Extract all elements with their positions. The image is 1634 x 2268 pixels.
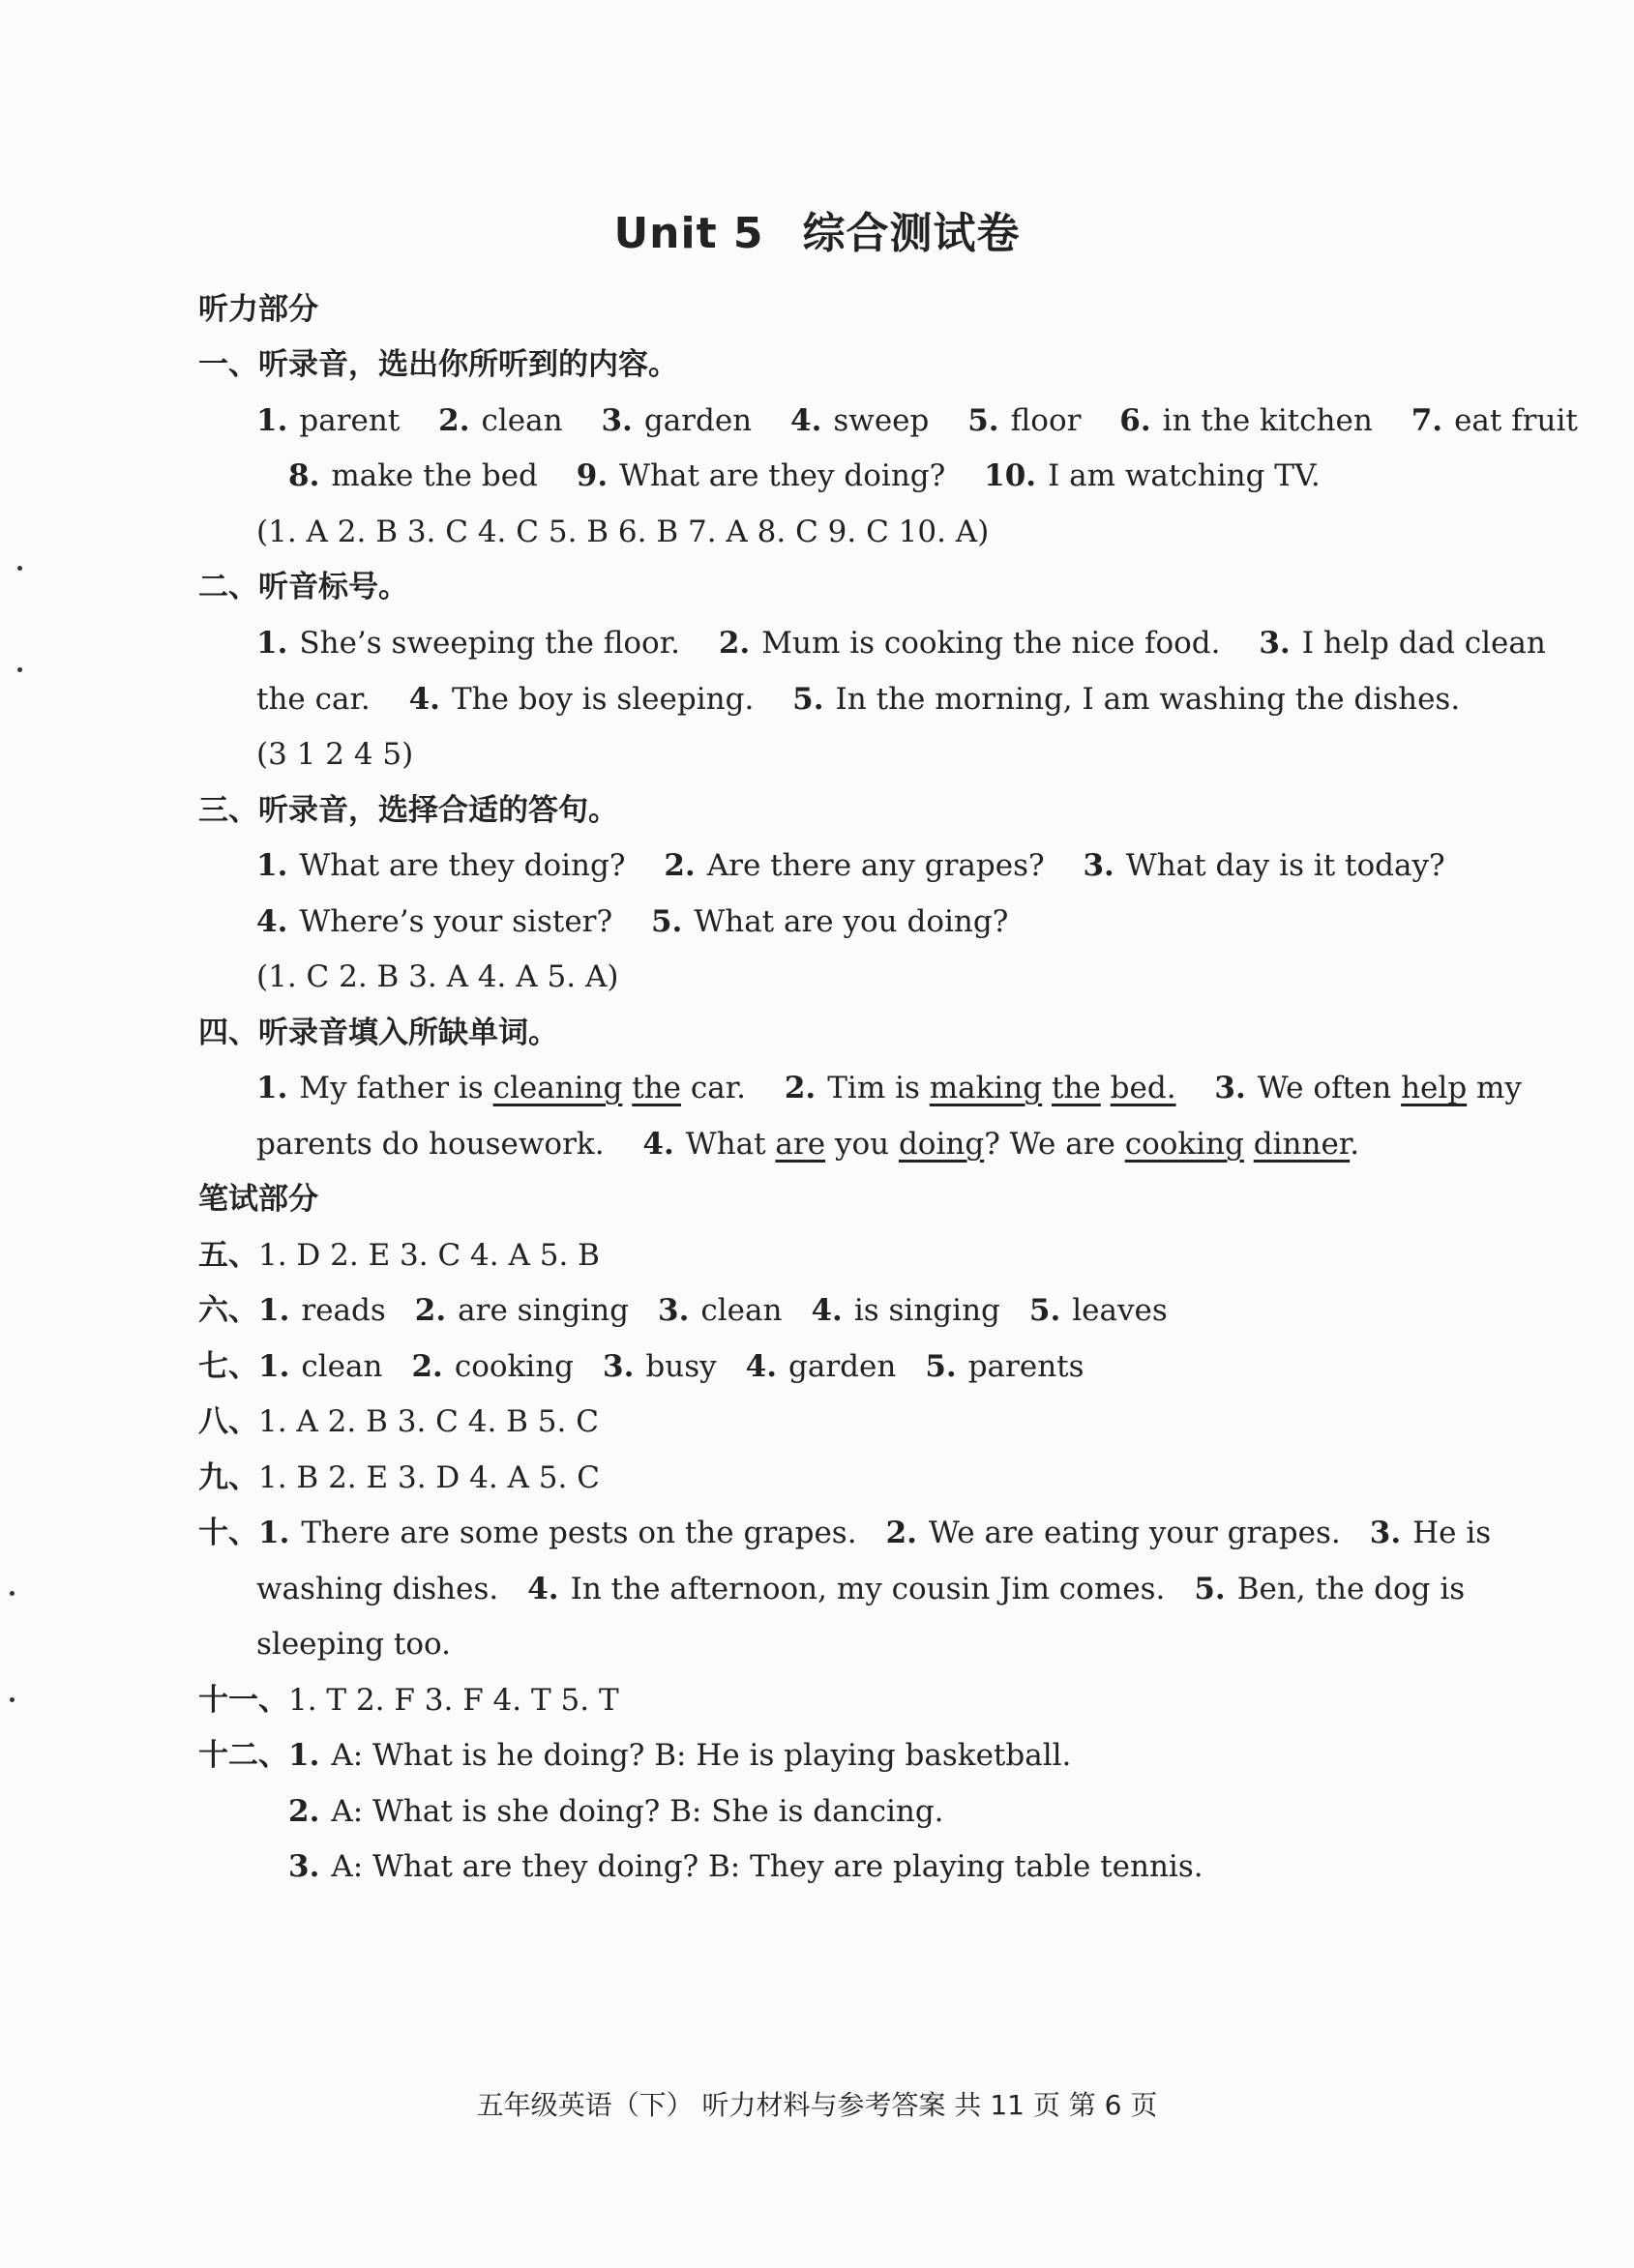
listening-heading: 听力部分: [198, 292, 318, 327]
section-3-title: 三、听录音，选择合适的答句。: [198, 793, 618, 828]
section-3-line-1: 1. What are they doing? 2. Are there any grapes? 3. What day is it today?: [256, 848, 1445, 883]
section-9: 九、1. B 2. E 3. D 4. A 5. C: [198, 1460, 600, 1495]
section-8: 八、1. A 2. B 3. C 4. B 5. C: [198, 1404, 599, 1439]
section-2-answers: (3 1 2 4 5): [256, 737, 414, 772]
section-3-answers: (1. C 2. B 3. A 4. A 5. A): [256, 959, 619, 994]
section-2-line-1: 1. She’s sweeping the floor. 2. Mum is cooking the nice food. 3. I help dad clean: [256, 626, 1546, 661]
page-footer: 五年级英语（下） 听力材料与参考答案 共 11 页 第 6 页: [476, 2089, 1158, 2121]
section-6: 六、1. reads 2. are singing 3. clean 4. is singing 5. leaves: [198, 1293, 1168, 1328]
scan-mark: [10, 1697, 15, 1702]
section-12-line-3: 3. A: What are they doing? B: They are playing table tennis.: [288, 1849, 1203, 1884]
section-10-line-1: 十、1. There are some pests on the grapes. 2. We are eating your grapes. 3. He is: [198, 1516, 1492, 1550]
scan-mark: [10, 1591, 15, 1596]
section-7: 七、1. clean 2. cooking 3. busy 4. garden 5. parents: [198, 1349, 1084, 1384]
section-1-title: 一、听录音，选出你所听到的内容。: [198, 347, 678, 382]
section-10-line-2: washing dishes. 4. In the afternoon, my cousin Jim comes. 5. Ben, the dog is: [256, 1572, 1466, 1606]
section-4-line-1: 1. My father is cleaning the car. 2. Tim is making the bed. 3. We often help my: [256, 1071, 1522, 1105]
page-title: [0, 198, 1634, 260]
section-12-line-2: 2. A: What is she doing? B: She is dancing.: [288, 1794, 944, 1829]
section-4-line-2: parents do housework. 4. What are you doing? We are cooking dinner.: [256, 1127, 1360, 1162]
title-cn: 综合测试卷: [802, 209, 1021, 258]
section-1-line-1: 1. parent 2. clean 3. garden 4. sweep 5. floor 6. in the kitchen 7. eat fruit: [256, 403, 1578, 438]
section-3-line-2: 4. Where’s your sister? 5. What are you doing?: [256, 904, 1009, 939]
writing-heading: 笔试部分: [198, 1182, 318, 1217]
section-10-line-3: sleeping too.: [256, 1627, 452, 1662]
title-unit: Unit 5: [613, 209, 764, 258]
section-4-title: 四、听录音填入所缺单词。: [198, 1016, 558, 1050]
section-11: 十一、1. T 2. F 3. F 4. T 5. T: [198, 1683, 619, 1718]
section-2-line-2: the car. 4. The boy is sleeping. 5. In the morning, I am washing the dishes.: [256, 682, 1461, 717]
scan-mark: [17, 566, 22, 571]
section-1-line-2: 8. make the bed 9. What are they doing? 10. I am watching TV.: [288, 458, 1321, 493]
scan-mark: [17, 667, 22, 672]
section-12-line-1: 十二、1. A: What is he doing? B: He is playing basketball.: [198, 1738, 1072, 1773]
section-2-title: 二、听音标号。: [198, 570, 408, 604]
section-5: 五、1. D 2. E 3. C 4. A 5. B: [198, 1238, 600, 1273]
section-1-answers: (1. A 2. B 3. C 4. C 5. B 6. B 7. A 8. C 9. C 10. A): [256, 515, 990, 549]
